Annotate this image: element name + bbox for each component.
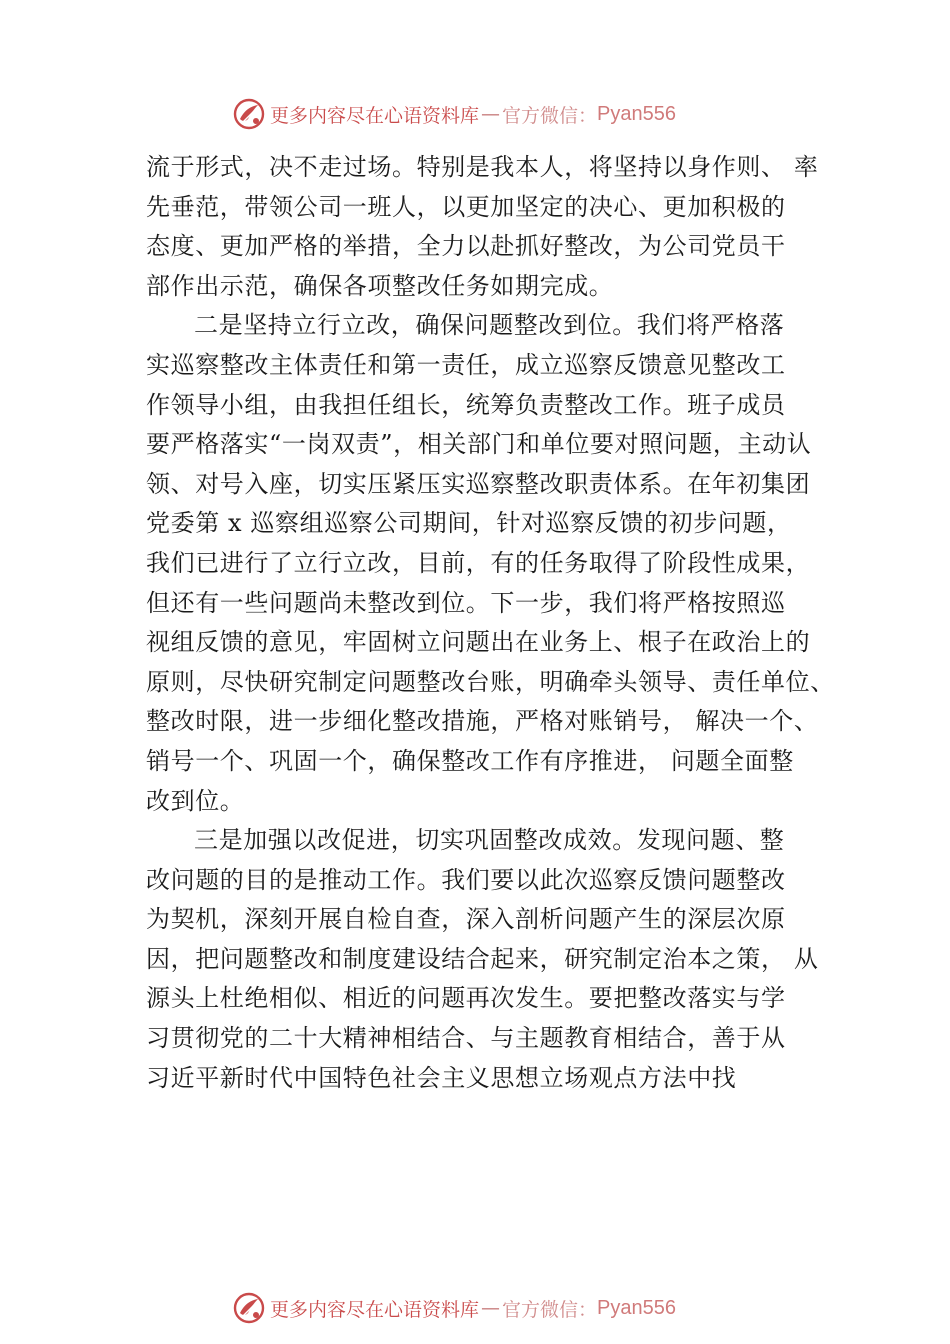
text-line: 领、对号入座，切实压紧压实巡察整改职责体系。在年初集团 — [146, 469, 811, 498]
footer-watermark — [232, 1290, 676, 1326]
text-line: 流于形式，决不走过场。特别是我本人，将坚持以身作则、 率 — [146, 153, 819, 181]
text-line: 部作出示范，确保各项整改任务如期完成。 — [146, 271, 614, 300]
brush-logo-icon — [232, 1291, 266, 1325]
text-line: 习近平新时代中国特色社会主义思想立场观点方法中找 — [146, 1063, 737, 1092]
text-line: 实巡察整改主体责任和第一责任，成立巡察反馈意见整改工 — [146, 350, 786, 379]
paragraph-start-line: 三是加强以改促进，切实巩固整改成效。发现问题、整 — [194, 826, 785, 855]
text-line: 因，把问题整改和制度建设结合起来，研究制定治本之策， 从 — [146, 944, 819, 973]
brush-logo-icon — [232, 97, 266, 131]
text-line: 源头上杜绝相似、相近的问题再次发生。要把整改落实与学 — [146, 984, 786, 1013]
text-line: 为契机，深刻开展自检自查，深入剖析问题产生的深层次原 — [146, 905, 786, 934]
text-line: 态度、更加严格的举措，全力以赴抓好整改，为公司党员干 — [146, 232, 786, 261]
text-line: 销号一个、巩固一个，确保整改工作有序推进， 问题全面整 — [146, 746, 794, 775]
watermark-wechat-id: Pyan556 — [597, 102, 676, 125]
watermark-dash: — — [481, 1297, 501, 1319]
watermark-main-text: 更多内容尽在心语资料库 — [270, 104, 480, 127]
watermark-wechat-label: 官方微信： — [502, 104, 598, 127]
text-line: 改问题的目的是推动工作。我们要以此次巡察反馈问题整改 — [146, 865, 786, 894]
text-line: 要严格落实“一岗双责”，相关部门和单位要对照问题，主动认 — [146, 430, 812, 459]
text-line: 整改时限，进一步细化整改措施，严格对账销号， 解决一个、 — [146, 707, 819, 736]
text-line: 改到位。 — [146, 786, 245, 815]
watermark-wechat-label: 官方微信： — [502, 1298, 598, 1321]
header-watermark — [232, 96, 676, 132]
text-line: 我们已进行了立行立改，目前，有的任务取得了阶段性成果， — [146, 548, 811, 577]
watermark-wechat-id: Pyan556 — [597, 1296, 676, 1319]
text-line: 视组反馈的意见，牢固树立问题出在业务上、根子在政治上的 — [146, 628, 811, 657]
text-line: 但还有一些问题尚未整改到位。下一步，我们将严格按照巡 — [146, 588, 786, 617]
text-line: 先垂范，带领公司一班人，以更加坚定的决心、更加积极的 — [146, 192, 786, 221]
paragraph-start-line: 二是坚持立行立改，确保问题整改到位。我们将严格落 — [194, 311, 785, 340]
text-line: 原则，尽快研究制定问题整改台账，明确牵头领导、责任单位、 — [146, 667, 835, 696]
watermark-dash: — — [481, 103, 501, 125]
text-line: 习贯彻党的二十大精神相结合、与主题教育相结合，善于从 — [146, 1024, 786, 1053]
document-body — [146, 148, 835, 1098]
watermark-main-text: 更多内容尽在心语资料库 — [270, 1298, 480, 1321]
text-line: 党委第 x 巡察组巡察公司期间，针对巡察反馈的初步问题， — [146, 509, 792, 538]
text-line: 作领导小组，由我担任组长，统筹负责整改工作。班子成员 — [146, 390, 786, 419]
